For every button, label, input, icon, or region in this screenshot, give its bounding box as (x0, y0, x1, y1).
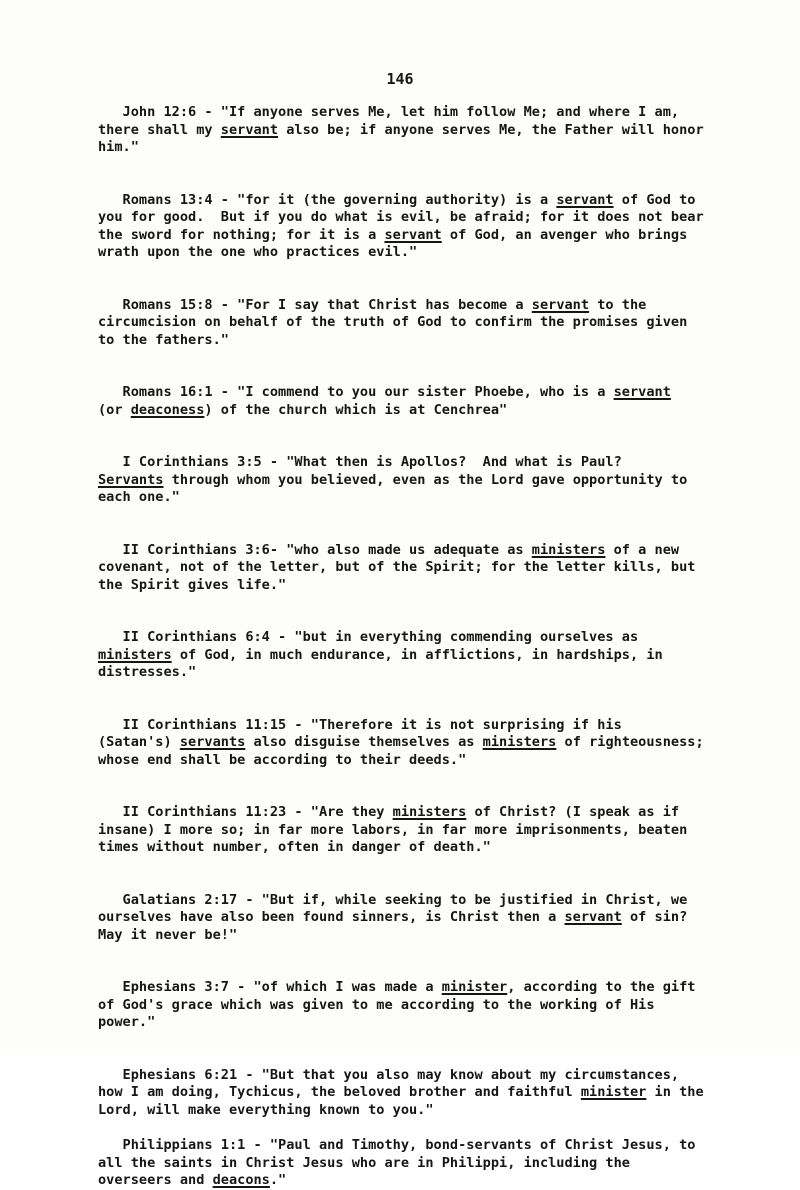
text-segment: Romans 16:1 - "I commend to you our sister Phoebe, who is a (98, 384, 614, 400)
text-segment: overseers and (98, 1172, 213, 1188)
text-line (98, 752, 740, 770)
underlined-term: servant (220, 121, 279, 138)
text-segment: insane) I more so; in far more labors, in far more imprisonments, beaten (98, 821, 688, 838)
text-line (98, 647, 740, 665)
text-segment: of sin? (621, 909, 688, 925)
text-segment: all the saints in Christ Jesus who are in Philippi, including the (98, 1154, 630, 1171)
text-segment: him." (98, 139, 139, 155)
scripture-entry (98, 804, 740, 857)
text-line (98, 384, 740, 402)
text-segment: Lord, will make everything known to you." (98, 1101, 434, 1118)
text-segment: whose end shall be according to their deeds." (98, 751, 467, 768)
text-segment: to the (589, 296, 647, 313)
text-line (98, 104, 740, 122)
text-line (98, 297, 740, 315)
text-segment: of God, in much endurance, in afflictions, in hardships, in (171, 646, 663, 663)
underlined-term: minister (441, 979, 508, 995)
scripture-entry (98, 104, 740, 157)
text-segment: May it never be!" (98, 926, 238, 943)
underlined-term: ministers (98, 646, 172, 663)
underlined-term: ministers (482, 734, 557, 750)
text-segment: through whom you believed, even as the Lord gave opportunity to (163, 471, 688, 488)
scripture-entry (98, 542, 740, 595)
text-segment: the sword for nothing; for it is a (98, 226, 385, 243)
text-segment: distresses." (98, 664, 197, 680)
text-segment: wrath upon the one who practices evil." (98, 244, 418, 260)
text-segment: power." (98, 1014, 156, 1030)
text-line (98, 402, 740, 420)
text-segment: Philippians 1:1 - "Paul and Timothy, bond-servants of Christ Jesus, to (98, 1137, 696, 1153)
text-segment: in the (646, 1084, 704, 1100)
scripture-entry (98, 979, 740, 1032)
underlined-term: servant (556, 191, 614, 208)
text-segment: of a new (605, 541, 680, 558)
underlined-term: ministers (531, 541, 606, 558)
text-segment: II Corinthians 11:15 - "Therefore it is not surprising if his (98, 716, 622, 733)
underlined-term: ministers (392, 804, 467, 820)
underlined-term: servants (179, 734, 246, 750)
text-line (98, 332, 740, 350)
text-line (98, 472, 740, 490)
underlined-term: servant (531, 296, 590, 313)
scripture-entry (98, 892, 740, 945)
text-line (98, 244, 740, 262)
text-segment: the Spirit gives life." (98, 576, 287, 593)
text-line (98, 822, 740, 840)
text-line (98, 577, 740, 595)
text-segment: of Christ? (I speak as if (466, 804, 680, 820)
text-line (98, 804, 740, 822)
text-line (98, 734, 740, 752)
underlined-term: minister (580, 1084, 647, 1100)
text-line (98, 1014, 740, 1032)
text-segment: circumcision on behalf of the truth of God to confirm the promises given (98, 314, 688, 330)
text-line (98, 192, 740, 210)
scripture-entry (98, 297, 740, 350)
text-line (98, 139, 740, 157)
text-line (98, 717, 740, 735)
text-line (98, 489, 740, 507)
text-segment: times without number, often in danger of death." (98, 839, 491, 855)
text-line (98, 122, 740, 140)
text-segment: also disguise themselves as (245, 734, 483, 750)
text-line (98, 559, 740, 577)
text-segment: how I am doing, Tychicus, the beloved brother and faithful (98, 1084, 581, 1100)
scripture-entry (98, 454, 740, 507)
text-segment: John 12:6 - "If anyone serves Me, let him follow Me; and where I am, (98, 104, 680, 120)
text-segment: ourselves have also been found sinners, is Christ then a (98, 909, 565, 925)
text-segment: ) of the church which is at Cenchrea" (204, 401, 508, 418)
text-line (98, 1067, 740, 1085)
scripture-entry (98, 192, 740, 262)
scripture-entry (98, 384, 740, 419)
text-segment: ." (269, 1172, 287, 1188)
text-segment: of God to (613, 191, 696, 208)
text-segment: of God, an avenger who brings (441, 226, 688, 243)
text-line (98, 542, 740, 560)
underlined-term: servant (613, 384, 671, 400)
text-line (98, 227, 740, 245)
text-line (98, 1102, 740, 1120)
scripture-list (98, 104, 740, 1190)
underlined-term: deaconess (130, 401, 205, 418)
text-line (98, 454, 740, 472)
text-line (98, 927, 740, 945)
scripture-entry (98, 629, 740, 682)
text-segment: to the fathers." (98, 331, 229, 348)
text-segment: Ephesians 6:21 - "But that you also may know about my circumstances, (98, 1066, 680, 1083)
text-line (98, 1137, 740, 1155)
underlined-term: Servants (98, 471, 164, 488)
text-segment: I Corinthians 3:5 - "What then is Apollos? And what is Paul? (98, 454, 622, 470)
text-line (98, 1172, 740, 1190)
page-number: 146 (386, 70, 414, 88)
text-segment: , according to the gift (507, 979, 696, 995)
underlined-term: servant (384, 226, 442, 243)
text-line (98, 892, 740, 910)
text-line (98, 979, 740, 997)
text-segment: each one." (98, 489, 180, 505)
text-line (98, 664, 740, 682)
text-segment: (or (98, 401, 131, 418)
text-segment: Romans 15:8 - "For I say that Christ has become a (98, 296, 532, 313)
text-segment: II Corinthians 6:4 - "but in everything commending ourselves as (98, 629, 639, 645)
text-segment: also be; if anyone serves Me, the Father will honor (278, 121, 704, 138)
text-segment: of righteousness; (556, 734, 704, 750)
text-segment: of God's grace which was given to me according to the working of His (98, 996, 655, 1013)
text-line (98, 209, 740, 227)
text-segment: there shall my (98, 121, 221, 138)
text-line (98, 629, 740, 647)
underlined-term: deacons (212, 1172, 270, 1188)
text-segment: Romans 13:4 - "for it (the governing authority) is a (98, 191, 557, 208)
text-segment: II Corinthians 11:23 - "Are they (98, 804, 393, 820)
text-segment: II Corinthians 3:6- "who also made us adequate as (98, 541, 532, 558)
underlined-term: servant (564, 909, 622, 925)
text-segment: Ephesians 3:7 - "of which I was made a (98, 979, 442, 995)
text-line (98, 1084, 740, 1102)
text-segment: (Satan's) (98, 734, 180, 750)
text-segment: you for good. But if you do what is evil, be afraid; for it does not bear (98, 209, 704, 225)
text-line (98, 314, 740, 332)
text-line (98, 997, 740, 1015)
text-segment: covenant, not of the letter, but of the Spirit; for the letter kills, but (98, 559, 696, 575)
text-line (98, 839, 740, 857)
text-line (98, 909, 740, 927)
scripture-entry (98, 717, 740, 770)
scripture-entry (98, 1067, 740, 1120)
text-segment: Galatians 2:17 - "But if, while seeking to be justified in Christ, we (98, 891, 688, 908)
scripture-entry (98, 1137, 740, 1190)
text-line (98, 1155, 740, 1173)
